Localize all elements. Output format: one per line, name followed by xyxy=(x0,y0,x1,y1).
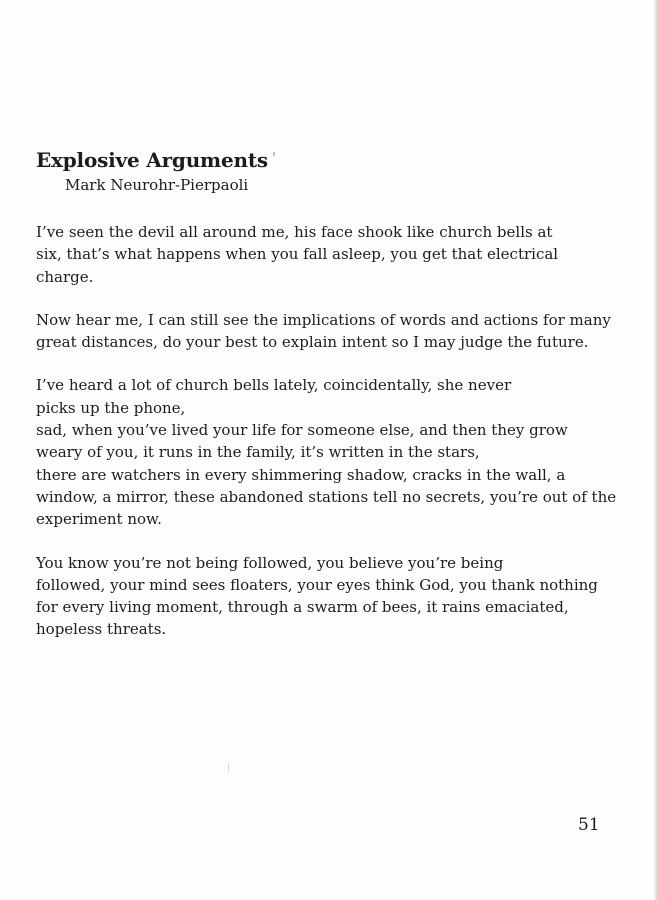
poem-line: experiment now. xyxy=(36,510,162,529)
page-number: 51 xyxy=(578,815,600,835)
poem-title: Explosive Arguments xyxy=(36,148,268,172)
scan-speck xyxy=(228,763,229,772)
poem-line: I’ve heard a lot of church bells lately, coincidentally, she never xyxy=(36,376,512,395)
poem-line: great distances, do your best to explain intent so I may judge the future. xyxy=(36,333,589,352)
poem-body xyxy=(36,221,616,662)
poem-line: picks up the phone, xyxy=(36,398,186,417)
poem-line: sad, when you’ve lived your life for someone else, and then they grow xyxy=(36,421,568,440)
poem-line: window, a mirror, these abandoned stations tell no secrets, you’re out of the xyxy=(36,487,617,506)
poem-line: there are watchers in every shimmering shadow, cracks in the wall, a xyxy=(36,465,566,484)
poem-line: hopeless threats. xyxy=(36,620,167,639)
stanza-1 xyxy=(36,221,616,288)
stanza-3 xyxy=(36,374,616,530)
poem-line: followed, your mind sees floaters, your eyes think God, you thank nothing xyxy=(36,575,598,594)
poem-line: You know you’re not being followed, you believe you’re being xyxy=(36,553,504,572)
poem-author: Mark Neurohr-Pierpaoli xyxy=(65,176,249,194)
poem-line: for every living moment, through a swarm of bees, it rains emaciated, xyxy=(36,598,569,617)
poem-line: weary of you, it runs in the family, it’s written in the stars, xyxy=(36,443,480,462)
poem-line: six, that’s what happens when you fall asleep, you get that electrical xyxy=(36,245,559,264)
stanza-4 xyxy=(36,552,616,641)
poem-line: I’ve seen the devil all around me, his face shook like church bells at xyxy=(36,223,553,241)
scan-speck xyxy=(273,152,275,156)
poem-line: Now hear me, I can still see the implications of words and actions for many xyxy=(36,310,611,329)
stanza-2 xyxy=(36,309,616,354)
poem-line: charge. xyxy=(36,267,94,286)
